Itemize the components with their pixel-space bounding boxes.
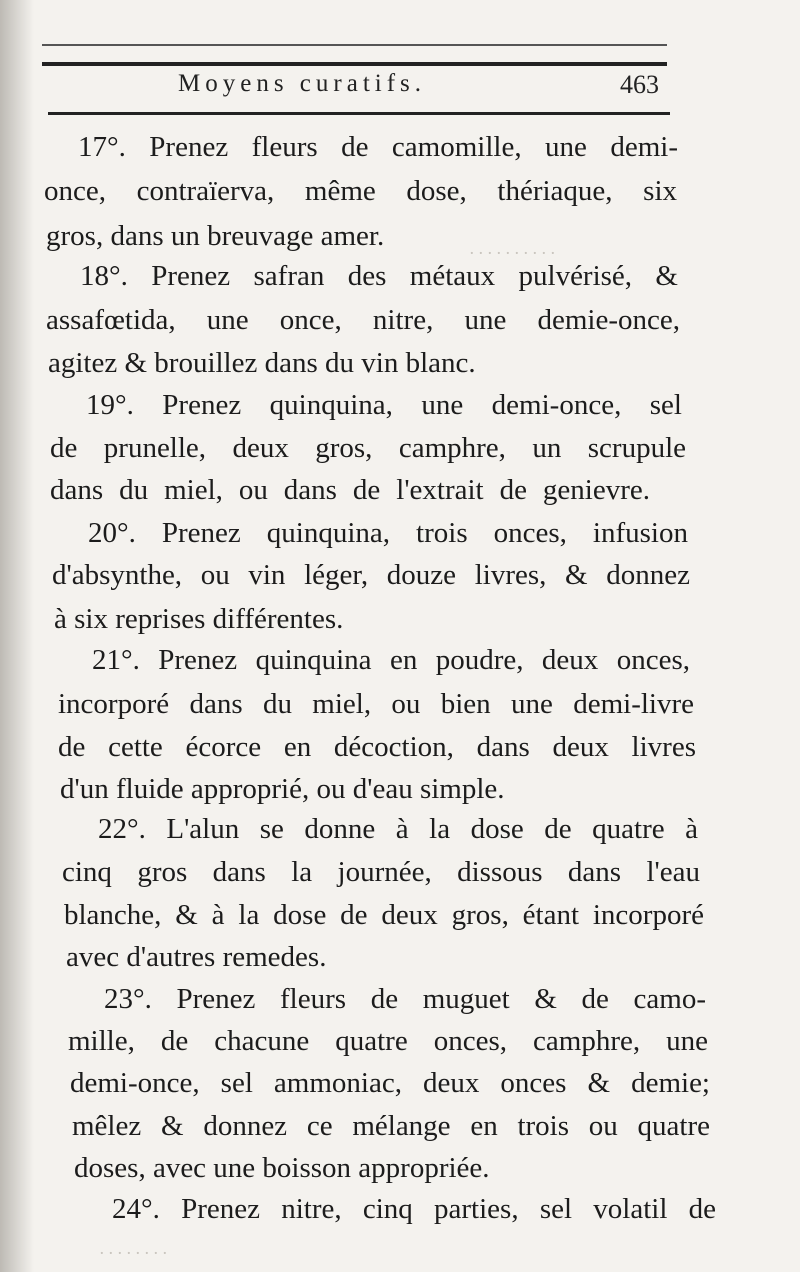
text-line: blanche, & à la dose de deux gros, étant incorporé: [64, 899, 704, 931]
text-line: 23°. Prenez fleurs de muguet & de camo-: [104, 983, 706, 1015]
bleed-through-mark: . . . . . . . .: [100, 1238, 168, 1258]
text-line: 18°. Prenez safran des métaux pulvérisé, &: [80, 260, 678, 292]
text-line: de cette écorce en décoction, dans deux livres: [58, 731, 696, 763]
text-line: demi-once, sel ammoniac, deux onces & demie;: [70, 1067, 710, 1099]
page-number: 463: [620, 70, 659, 99]
text-line: 22°. L'alun se donne à la dose de quatre à: [98, 813, 698, 845]
header-rule-top: [42, 62, 667, 66]
text-line: avec d'autres remedes.: [66, 941, 327, 973]
text-line: 20°. Prenez quinquina, trois onces, infusion: [88, 517, 688, 549]
text-line: d'un fluide approprié, ou d'eau simple.: [60, 773, 505, 805]
text-line: cinq gros dans la journée, dissous dans l'eau: [62, 856, 700, 888]
text-line: dans du miel, ou dans de l'extrait de genievre.: [50, 474, 650, 506]
text-line: d'absynthe, ou vin léger, douze livres, & donnez: [52, 559, 690, 591]
text-line: de prunelle, deux gros, camphre, un scrupule: [50, 432, 686, 464]
text-line: incorporé dans du miel, ou bien une demi-livre: [58, 688, 694, 720]
text-line: mêlez & donnez ce mélange en trois ou quatre: [72, 1110, 710, 1142]
text-line: 24°. Prenez nitre, cinq parties, sel volatil de: [112, 1193, 716, 1225]
text-line: once, contraïerva, même dose, thériaque, six: [44, 175, 677, 207]
text-line: mille, de chacune quatre onces, camphre, une: [68, 1025, 708, 1057]
text-line: doses, avec une boisson appropriée.: [74, 1152, 490, 1184]
text-line: gros, dans un breuvage amer.: [46, 220, 385, 252]
text-line: 17°. Prenez fleurs de camomille, une demi-: [78, 131, 678, 163]
header-rule-bottom: [48, 112, 670, 115]
text-line: 21°. Prenez quinquina en poudre, deux onces,: [92, 644, 690, 676]
text-line: agitez & brouillez dans du vin blanc.: [48, 347, 476, 379]
running-head: Moyens curatifs.: [178, 70, 427, 97]
bleed-through-mark: . . . . . . . . . .: [470, 238, 556, 258]
text-line: assafœtida, une once, nitre, une demie-once,: [46, 304, 680, 336]
header-rule-upper: [42, 44, 667, 46]
text-line: 19°. Prenez quinquina, une demi-once, sel: [86, 389, 682, 421]
text-line: à six reprises différentes.: [54, 603, 344, 635]
